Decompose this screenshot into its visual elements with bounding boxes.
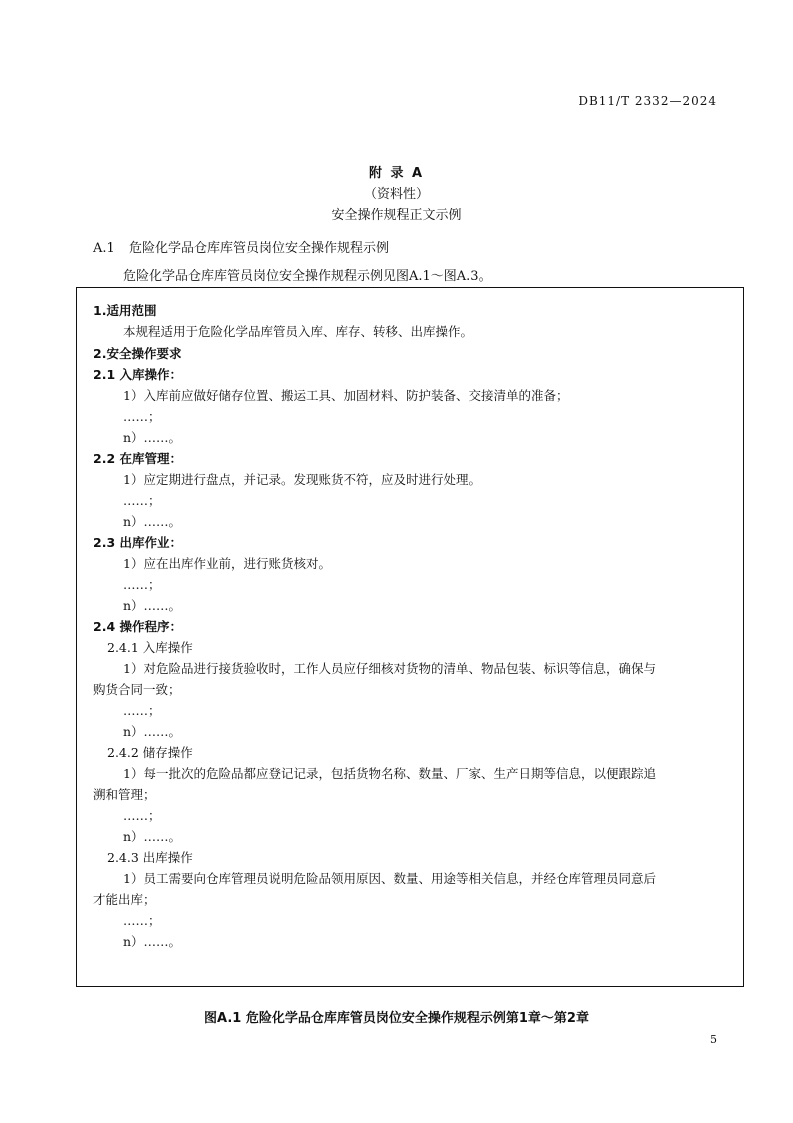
list-item: 1）每一批次的危险品都应登记记录，包括货物名称、数量、厂家、生产日期等信息，以便跟踪追 xyxy=(123,766,656,781)
regulation-example-box xyxy=(76,287,744,987)
section-heading xyxy=(93,237,389,256)
list-item: ……； xyxy=(123,703,161,718)
list-item: 1）应定期进行盘点，并记录。发现账货不符，应及时进行处理。 xyxy=(123,472,481,487)
outbound-heading: 2.3 出库作业： xyxy=(93,535,182,550)
list-item: n）……。 xyxy=(123,598,182,613)
appendix-subtitle: 安全操作规程正文示例 xyxy=(331,208,462,223)
in-stock-heading: 2.2 在库管理： xyxy=(93,451,182,466)
list-item: ……； xyxy=(123,913,161,928)
appendix-nature: （资料性） xyxy=(363,187,429,202)
list-item: n）……。 xyxy=(123,934,182,949)
list-item: 1）对危险品进行接货验收时，工作人员应仔细核对货物的清单、物品包装、标识等信息，确保与 xyxy=(123,661,656,676)
list-item: n）……。 xyxy=(123,829,182,844)
list-item: ……； xyxy=(123,493,161,508)
scope-text: 本规程适用于危险化学品库管员入库、库存、转移、出库操作。 xyxy=(123,324,474,339)
list-item-continuation: 购货合同一致； xyxy=(93,682,181,697)
list-item: 1）入库前应做好储存位置、搬运工具、加固材料、防护装备、交接清单的准备； xyxy=(123,388,569,403)
list-item: n）……。 xyxy=(123,724,182,739)
section-title: 危险化学品仓库库管员岗位安全操作规程示例 xyxy=(129,241,390,256)
list-item-continuation: 才能出库； xyxy=(93,892,156,907)
inbound-heading: 2.1 入库操作： xyxy=(93,367,182,382)
section-number: A.1 xyxy=(93,241,115,256)
page-number: 5 xyxy=(710,1033,717,1046)
outbound-procedure-heading: 2.4.3 出库操作 xyxy=(107,850,193,865)
standard-number: DB11/T 2332—2024 xyxy=(578,94,717,108)
requirements-heading: 2.安全操作要求 xyxy=(93,346,182,361)
list-item: 1）员工需要向仓库管理员说明危险品领用原因、数量、用途等相关信息，并经仓库管理员同意后 xyxy=(123,871,656,886)
procedure-heading: 2.4 操作程序： xyxy=(93,619,182,634)
storage-procedure-heading: 2.4.2 储存操作 xyxy=(107,745,193,760)
list-item: ……； xyxy=(123,577,161,592)
scope-heading: 1.适用范围 xyxy=(93,303,157,318)
inbound-procedure-heading: 2.4.1 入库操作 xyxy=(107,640,193,655)
figure-caption: 图A.1 危险化学品仓库库管员岗位安全操作规程示例第1章～第2章 xyxy=(204,1011,589,1026)
appendix-title: 附 录 A xyxy=(368,166,425,181)
list-item-continuation: 溯和管理； xyxy=(93,787,156,802)
section-intro: 危险化学品仓库库管员岗位安全操作规程示例见图A.1～图A.3。 xyxy=(123,269,492,284)
list-item: 1）应在出库作业前，进行账货核对。 xyxy=(123,556,331,571)
list-item: n）……。 xyxy=(123,514,182,529)
list-item: n）……。 xyxy=(123,430,182,445)
list-item: ……； xyxy=(123,808,161,823)
list-item: ……； xyxy=(123,409,161,424)
